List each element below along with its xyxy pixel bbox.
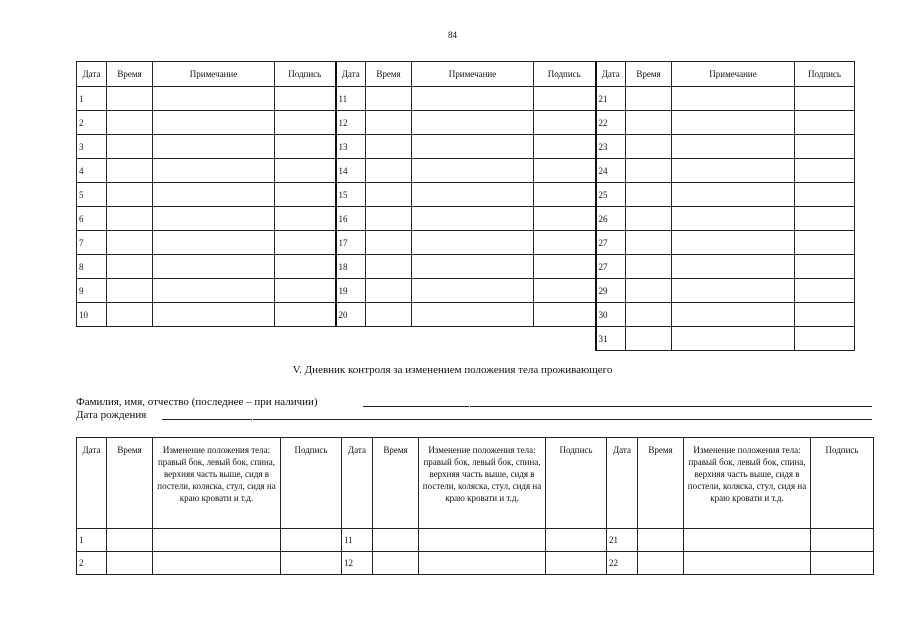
date-cell: 29: [596, 279, 626, 303]
col-signature: Подпись: [795, 62, 855, 87]
entry-cell[interactable]: [795, 135, 855, 159]
col-time: Время: [626, 62, 672, 87]
entry-cell[interactable]: [546, 529, 607, 552]
col-note: Примечание: [153, 62, 275, 87]
entry-cell[interactable]: [534, 135, 596, 159]
entry-cell[interactable]: [281, 529, 342, 552]
header-row: [77, 62, 855, 87]
entry-cell[interactable]: [795, 87, 855, 111]
empty-cell: [336, 327, 366, 351]
date-cell: 11: [342, 529, 373, 552]
entry-cell[interactable]: [107, 135, 153, 159]
entry-cell[interactable]: [672, 327, 795, 351]
date-cell: 18: [336, 255, 366, 279]
entry-cell[interactable]: [626, 255, 672, 279]
entry-cell[interactable]: [107, 529, 153, 552]
entry-cell[interactable]: [281, 552, 342, 575]
dob-label: Дата рождения: [76, 409, 147, 421]
entry-cell[interactable]: [534, 303, 596, 327]
entry-cell[interactable]: [366, 231, 412, 255]
col-position-change: Изменение положения тела: правый бок, левый бок, спина, верхняя часть выше, сидя в постели, коляска, стул, сидя на краю кровати и т.д.: [684, 438, 811, 529]
table-row: [77, 255, 855, 279]
entry-cell[interactable]: [626, 183, 672, 207]
col-date: Дата: [336, 62, 366, 87]
entry-cell[interactable]: [153, 279, 275, 303]
entry-cell[interactable]: [534, 231, 596, 255]
entry-cell[interactable]: [107, 87, 153, 111]
entry-cell[interactable]: [107, 303, 153, 327]
dob-field[interactable]: [76, 409, 146, 421]
entry-cell[interactable]: [534, 183, 596, 207]
col-date: Дата: [596, 62, 626, 87]
entry-cell[interactable]: [626, 279, 672, 303]
entry-cell[interactable]: [795, 159, 855, 183]
entry-cell[interactable]: [672, 231, 795, 255]
date-cell: 26: [596, 207, 626, 231]
date-cell: 4: [77, 159, 107, 183]
entry-cell[interactable]: [626, 111, 672, 135]
table-row: [77, 552, 874, 575]
table-row: [77, 303, 855, 327]
col-time: Время: [638, 438, 684, 529]
entry-cell[interactable]: [107, 279, 153, 303]
entry-cell[interactable]: [795, 327, 855, 351]
date-cell: 21: [596, 87, 626, 111]
date-cell: 22: [607, 552, 638, 575]
entry-cell[interactable]: [366, 255, 412, 279]
entry-cell[interactable]: [275, 231, 336, 255]
entry-cell[interactable]: [626, 135, 672, 159]
entry-cell[interactable]: [534, 159, 596, 183]
entry-cell[interactable]: [275, 135, 336, 159]
date-cell: 23: [596, 135, 626, 159]
entry-cell[interactable]: [684, 529, 811, 552]
col-position-change: Изменение положения тела: правый бок, левый бок, спина, верхняя часть выше, сидя в постели, коляска, стул, сидя на краю кровати и т.д.: [153, 438, 281, 529]
entry-cell[interactable]: [275, 183, 336, 207]
entry-cell[interactable]: [546, 552, 607, 575]
date-cell: 24: [596, 159, 626, 183]
entry-cell[interactable]: [626, 303, 672, 327]
date-cell: 17: [336, 231, 366, 255]
entry-cell[interactable]: [275, 87, 336, 111]
entry-cell[interactable]: [672, 255, 795, 279]
date-cell: 3: [77, 135, 107, 159]
entry-cell[interactable]: [275, 159, 336, 183]
date-cell: 27: [596, 255, 626, 279]
entry-cell[interactable]: [153, 231, 275, 255]
entry-cell[interactable]: [795, 111, 855, 135]
entry-cell[interactable]: [626, 207, 672, 231]
entry-cell[interactable]: [672, 207, 795, 231]
date-cell: 25: [596, 183, 626, 207]
entry-cell[interactable]: [373, 552, 419, 575]
entry-cell[interactable]: [534, 207, 596, 231]
col-signature: Подпись: [546, 438, 607, 529]
entry-cell[interactable]: [107, 111, 153, 135]
entry-cell[interactable]: [412, 135, 534, 159]
date-cell: 2: [77, 111, 107, 135]
date-cell: 14: [336, 159, 366, 183]
fio-underline-short: [363, 406, 469, 407]
entry-cell[interactable]: [153, 303, 275, 327]
fio-field[interactable]: [76, 396, 318, 408]
entry-cell[interactable]: [795, 231, 855, 255]
entry-cell[interactable]: [795, 183, 855, 207]
section-title: V. Дневник контроля за изменением положения тела проживающего: [292, 364, 613, 376]
entry-cell[interactable]: [638, 529, 684, 552]
entry-cell[interactable]: [366, 303, 412, 327]
col-time: Время: [107, 438, 153, 529]
entry-cell[interactable]: [153, 552, 281, 575]
date-cell: 21: [607, 529, 638, 552]
entry-cell[interactable]: [626, 231, 672, 255]
table-row: [77, 231, 855, 255]
entry-cell[interactable]: [795, 303, 855, 327]
entry-cell[interactable]: [811, 552, 874, 575]
entry-cell[interactable]: [419, 552, 546, 575]
entry-cell[interactable]: [107, 159, 153, 183]
col-date: Дата: [342, 438, 373, 529]
entry-cell[interactable]: [107, 231, 153, 255]
entry-cell[interactable]: [153, 529, 281, 552]
date-cell: 1: [77, 529, 107, 552]
entry-cell[interactable]: [275, 255, 336, 279]
col-signature: Подпись: [281, 438, 342, 529]
date-cell: 27: [596, 231, 626, 255]
date-cell: 8: [77, 255, 107, 279]
entry-cell[interactable]: [153, 255, 275, 279]
fio-label: Фамилия, имя, отчество (последнее – при наличии): [76, 396, 318, 408]
table-row: [77, 183, 855, 207]
col-time: Время: [107, 62, 153, 87]
empty-cell: [77, 327, 107, 351]
entry-cell[interactable]: [672, 135, 795, 159]
table-row: [77, 87, 855, 111]
entry-cell[interactable]: [412, 279, 534, 303]
entry-cell[interactable]: [412, 207, 534, 231]
fio-underline-long: [470, 406, 872, 407]
dob-underline-long: [253, 419, 872, 420]
date-cell: 31: [596, 327, 626, 351]
entry-cell[interactable]: [366, 207, 412, 231]
table-row: [77, 529, 874, 552]
entry-cell[interactable]: [672, 303, 795, 327]
entry-cell[interactable]: [672, 183, 795, 207]
diary-table-top: [76, 61, 855, 351]
dob-underline-short: [162, 419, 252, 420]
date-cell: 2: [77, 552, 107, 575]
entry-cell[interactable]: [153, 207, 275, 231]
entry-cell[interactable]: [107, 255, 153, 279]
entry-cell[interactable]: [412, 87, 534, 111]
date-cell: 1: [77, 87, 107, 111]
table-row: [77, 159, 855, 183]
empty-cell: [366, 327, 412, 351]
empty-cell: [275, 327, 336, 351]
col-date: Дата: [77, 62, 107, 87]
entry-cell[interactable]: [672, 279, 795, 303]
entry-cell[interactable]: [534, 279, 596, 303]
entry-cell[interactable]: [412, 303, 534, 327]
entry-cell[interactable]: [638, 552, 684, 575]
entry-cell[interactable]: [795, 255, 855, 279]
col-position-change: Изменение положения тела: правый бок, левый бок, спина, верхняя часть выше, сидя в постели, коляска, стул, сидя на краю кровати и т.д.: [419, 438, 546, 529]
col-signature: Подпись: [811, 438, 874, 529]
entry-cell[interactable]: [153, 159, 275, 183]
entry-cell[interactable]: [366, 183, 412, 207]
date-cell: 22: [596, 111, 626, 135]
entry-cell[interactable]: [107, 207, 153, 231]
entry-cell[interactable]: [412, 111, 534, 135]
date-cell: 20: [336, 303, 366, 327]
empty-cell: [107, 327, 153, 351]
entry-cell[interactable]: [373, 529, 419, 552]
col-signature: Подпись: [534, 62, 596, 87]
entry-cell[interactable]: [107, 183, 153, 207]
date-cell: 6: [77, 207, 107, 231]
col-date: Дата: [77, 438, 107, 529]
entry-cell[interactable]: [153, 87, 275, 111]
entry-cell[interactable]: [366, 111, 412, 135]
empty-cell: [153, 327, 275, 351]
entry-cell[interactable]: [626, 159, 672, 183]
entry-cell[interactable]: [626, 87, 672, 111]
date-cell: 30: [596, 303, 626, 327]
diary-table-bottom: [76, 437, 874, 575]
entry-cell[interactable]: [366, 135, 412, 159]
table-row: [77, 207, 855, 231]
date-cell: 7: [77, 231, 107, 255]
entry-cell[interactable]: [275, 111, 336, 135]
table-row: [77, 327, 855, 351]
entry-cell[interactable]: [684, 552, 811, 575]
entry-cell[interactable]: [275, 207, 336, 231]
entry-cell[interactable]: [672, 87, 795, 111]
date-cell: 11: [336, 87, 366, 111]
date-cell: 15: [336, 183, 366, 207]
entry-cell[interactable]: [153, 111, 275, 135]
date-cell: 5: [77, 183, 107, 207]
empty-cell: [412, 327, 534, 351]
entry-cell[interactable]: [366, 159, 412, 183]
date-cell: 16: [336, 207, 366, 231]
date-cell: 10: [77, 303, 107, 327]
col-signature: Подпись: [275, 62, 336, 87]
date-cell: 9: [77, 279, 107, 303]
entry-cell[interactable]: [412, 255, 534, 279]
entry-cell[interactable]: [412, 159, 534, 183]
entry-cell[interactable]: [412, 183, 534, 207]
date-cell: 12: [342, 552, 373, 575]
col-note: Примечание: [672, 62, 795, 87]
table-row: [77, 279, 855, 303]
table-row: [77, 135, 855, 159]
entry-cell[interactable]: [534, 255, 596, 279]
header-row: [77, 438, 874, 529]
date-cell: 19: [336, 279, 366, 303]
entry-cell[interactable]: [795, 207, 855, 231]
empty-cell: [534, 327, 596, 351]
col-date: Дата: [607, 438, 638, 529]
entry-cell[interactable]: [366, 87, 412, 111]
entry-cell[interactable]: [153, 183, 275, 207]
entry-cell[interactable]: [534, 111, 596, 135]
date-cell: 13: [336, 135, 366, 159]
page-number: 84: [448, 30, 457, 40]
entry-cell[interactable]: [672, 159, 795, 183]
entry-cell[interactable]: [275, 279, 336, 303]
entry-cell[interactable]: [153, 135, 275, 159]
entry-cell[interactable]: [811, 529, 874, 552]
entry-cell[interactable]: [672, 111, 795, 135]
entry-cell[interactable]: [366, 279, 412, 303]
col-note: Примечание: [412, 62, 534, 87]
entry-cell[interactable]: [412, 231, 534, 255]
entry-cell[interactable]: [107, 552, 153, 575]
entry-cell[interactable]: [275, 303, 336, 327]
col-time: Время: [366, 62, 412, 87]
entry-cell[interactable]: [795, 279, 855, 303]
date-cell: 12: [336, 111, 366, 135]
table-row: [77, 111, 855, 135]
col-time: Время: [373, 438, 419, 529]
entry-cell[interactable]: [534, 87, 596, 111]
entry-cell[interactable]: [419, 529, 546, 552]
entry-cell[interactable]: [626, 327, 672, 351]
